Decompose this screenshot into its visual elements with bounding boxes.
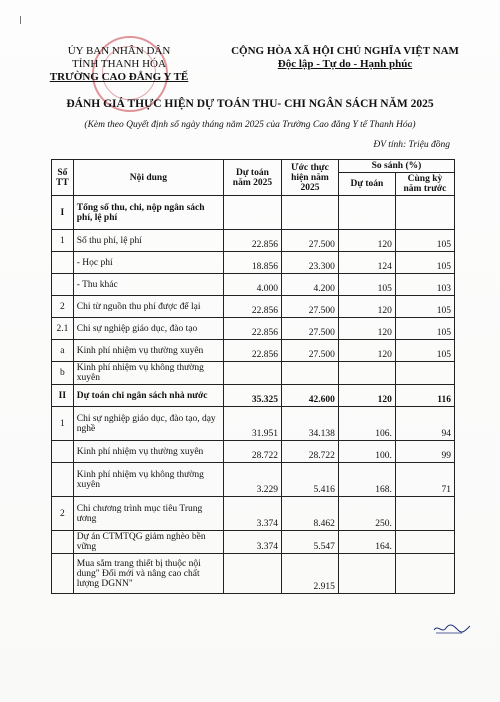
row-forecast: 27.500 <box>281 296 338 318</box>
header-estimate: Dự toán năm 2025 <box>223 160 281 196</box>
row-vs-estimate: 120 <box>338 318 395 340</box>
row-forecast: 34.138 <box>281 407 338 441</box>
row-estimate: 3.374 <box>223 497 281 531</box>
row-vs-estimate <box>338 362 395 385</box>
row-stt <box>52 531 74 554</box>
row-stt <box>52 463 74 497</box>
row-estimate: 22.856 <box>223 340 281 362</box>
table-row <box>52 196 455 230</box>
row-stt: b <box>52 362 74 385</box>
row-vs-prev: 105 <box>395 252 454 274</box>
row-estimate <box>223 554 281 594</box>
row-content: Chi chương trình mục tiêu Trung ương <box>73 497 223 531</box>
org-line-2: TỈNH THANH HÓA <box>72 58 166 70</box>
row-stt: a <box>52 340 74 362</box>
row-vs-prev <box>395 554 454 594</box>
table-row <box>52 531 455 554</box>
org-line-3: TRƯỜNG CAO ĐẲNG Y TẾ <box>49 71 189 83</box>
row-forecast: 8.462 <box>281 497 338 531</box>
row-vs-estimate: 120 <box>338 340 395 362</box>
table-body <box>52 196 455 594</box>
row-vs-estimate: 100. <box>338 441 395 463</box>
org-line-1: ỦY BAN NHÂN DÂN <box>67 45 171 57</box>
row-estimate <box>223 196 281 230</box>
document-title: ĐÁNH GIÁ THỰC HIỆN DỰ TOÁN THU- CHI NGÂN SÁCH NĂM 2025 <box>66 98 434 110</box>
row-estimate: 3.229 <box>223 463 281 497</box>
handwritten-signature <box>432 618 472 638</box>
row-forecast: 27.500 <box>281 230 338 252</box>
row-estimate: 31.951 <box>223 407 281 441</box>
document-subtitle: (Kèm theo Quyết định số ngày tháng năm 2025 của Trường Cao đẳng Y tế Thanh Hóa) <box>84 120 416 130</box>
row-estimate: 4.000 <box>223 274 281 296</box>
table-row <box>52 407 455 441</box>
row-vs-estimate: 105 <box>338 274 395 296</box>
row-vs-prev: 105 <box>395 318 454 340</box>
row-stt: 1 <box>52 230 74 252</box>
row-vs-estimate: 164. <box>338 531 395 554</box>
row-estimate: 35.325 <box>223 385 281 407</box>
row-vs-prev <box>395 531 454 554</box>
row-vs-prev: 105 <box>395 230 454 252</box>
row-estimate: 22.856 <box>223 318 281 340</box>
row-vs-estimate <box>338 196 395 230</box>
header-compare: So sánh (%) <box>338 160 454 173</box>
row-content: Kinh phí nhiệm vụ thường xuyên <box>73 340 223 362</box>
row-estimate: 3.374 <box>223 531 281 554</box>
header-content: Nội dung <box>73 160 223 196</box>
row-stt: 1 <box>52 407 74 441</box>
row-vs-estimate <box>338 554 395 594</box>
row-content: Kinh phí nhiệm vụ không thường xuyên <box>73 362 223 385</box>
row-vs-prev: 71 <box>395 463 454 497</box>
row-forecast: 2.915 <box>281 554 338 594</box>
row-stt <box>52 252 74 274</box>
row-stt: 2 <box>52 497 74 531</box>
table-row <box>52 554 455 594</box>
row-stt: I <box>52 196 74 230</box>
row-content: - Học phí <box>73 252 223 274</box>
table-row <box>52 274 455 296</box>
row-forecast: 23.300 <box>281 252 338 274</box>
table-row <box>52 362 455 385</box>
row-content: - Thu khác <box>73 274 223 296</box>
row-forecast: 5.416 <box>281 463 338 497</box>
row-content: Chi sự nghiệp giáo dục, đào tạo <box>73 318 223 340</box>
row-content: Số thu phí, lệ phí <box>73 230 223 252</box>
header-forecast: Ước thực hiện năm 2025 <box>281 160 338 196</box>
row-estimate: 22.856 <box>223 230 281 252</box>
row-estimate: 22.856 <box>223 296 281 318</box>
table-row <box>52 340 455 362</box>
budget-table <box>51 159 455 594</box>
row-vs-estimate: 106. <box>338 407 395 441</box>
row-vs-estimate: 250. <box>338 497 395 531</box>
row-content: Tổng số thu, chi, nộp ngân sách phí, lệ phí <box>73 196 223 230</box>
nation-header <box>220 45 470 71</box>
row-forecast <box>281 196 338 230</box>
row-stt: 2 <box>52 296 74 318</box>
row-vs-prev <box>395 362 454 385</box>
row-estimate: 18.856 <box>223 252 281 274</box>
row-stt <box>52 441 74 463</box>
header-vs-estimate: Dự toán <box>338 173 395 196</box>
row-stt: 2.1 <box>52 318 74 340</box>
row-vs-prev: 99 <box>395 441 454 463</box>
row-forecast: 28.722 <box>281 441 338 463</box>
row-estimate: 28.722 <box>223 441 281 463</box>
row-vs-prev: 94 <box>395 407 454 441</box>
nation-title: CỘNG HÒA XÃ HỘI CHỦ NGHĨA VIỆT NAM <box>231 45 459 57</box>
table-row <box>52 252 455 274</box>
table-row <box>52 441 455 463</box>
row-content: Mua sắm trang thiết bị thuộc nội dung" Đổi mới và nâng cao chất lượng DGNN" <box>73 554 223 594</box>
row-vs-prev <box>395 497 454 531</box>
row-estimate <box>223 362 281 385</box>
motto: Độc lập - Tự do - Hạnh phúc <box>277 58 413 70</box>
unit-note: ĐV tính: Triệu đồng <box>373 140 450 150</box>
table-row <box>52 318 455 340</box>
organization-header <box>48 45 190 84</box>
table-row <box>52 497 455 531</box>
row-vs-estimate: 120 <box>338 296 395 318</box>
row-content: Dự toán chi ngân sách nhà nước <box>73 385 223 407</box>
row-vs-prev: 103 <box>395 274 454 296</box>
row-vs-estimate: 120 <box>338 230 395 252</box>
row-stt <box>52 274 74 296</box>
row-forecast: 27.500 <box>281 340 338 362</box>
row-vs-estimate: 120 <box>338 385 395 407</box>
row-content: Dự án CTMTQG giảm nghèo bền vững <box>73 531 223 554</box>
row-stt <box>52 554 74 594</box>
row-content: Chi từ nguồn thu phí được để lại <box>73 296 223 318</box>
header-vs-prev: Cùng kỳ năm trước <box>395 173 454 196</box>
header-stt: Số TT <box>52 160 74 196</box>
row-vs-prev <box>395 196 454 230</box>
page-mark <box>20 16 21 24</box>
row-vs-prev: 105 <box>395 340 454 362</box>
row-forecast <box>281 362 338 385</box>
row-stt: II <box>52 385 74 407</box>
row-content: Kinh phí nhiệm vụ thường xuyên <box>73 441 223 463</box>
row-vs-prev: 116 <box>395 385 454 407</box>
row-forecast: 5.547 <box>281 531 338 554</box>
table-row <box>52 463 455 497</box>
row-forecast: 4.200 <box>281 274 338 296</box>
row-vs-estimate: 124 <box>338 252 395 274</box>
table-row <box>52 296 455 318</box>
row-forecast: 27.500 <box>281 318 338 340</box>
row-content: Kinh phí nhiệm vụ không thường xuyên <box>73 463 223 497</box>
table-row <box>52 230 455 252</box>
row-vs-prev: 105 <box>395 296 454 318</box>
row-vs-estimate: 168. <box>338 463 395 497</box>
row-content: Chi sự nghiệp giáo dục, đào tạo, dạy nghề <box>73 407 223 441</box>
row-forecast: 42.600 <box>281 385 338 407</box>
table-row <box>52 385 455 407</box>
